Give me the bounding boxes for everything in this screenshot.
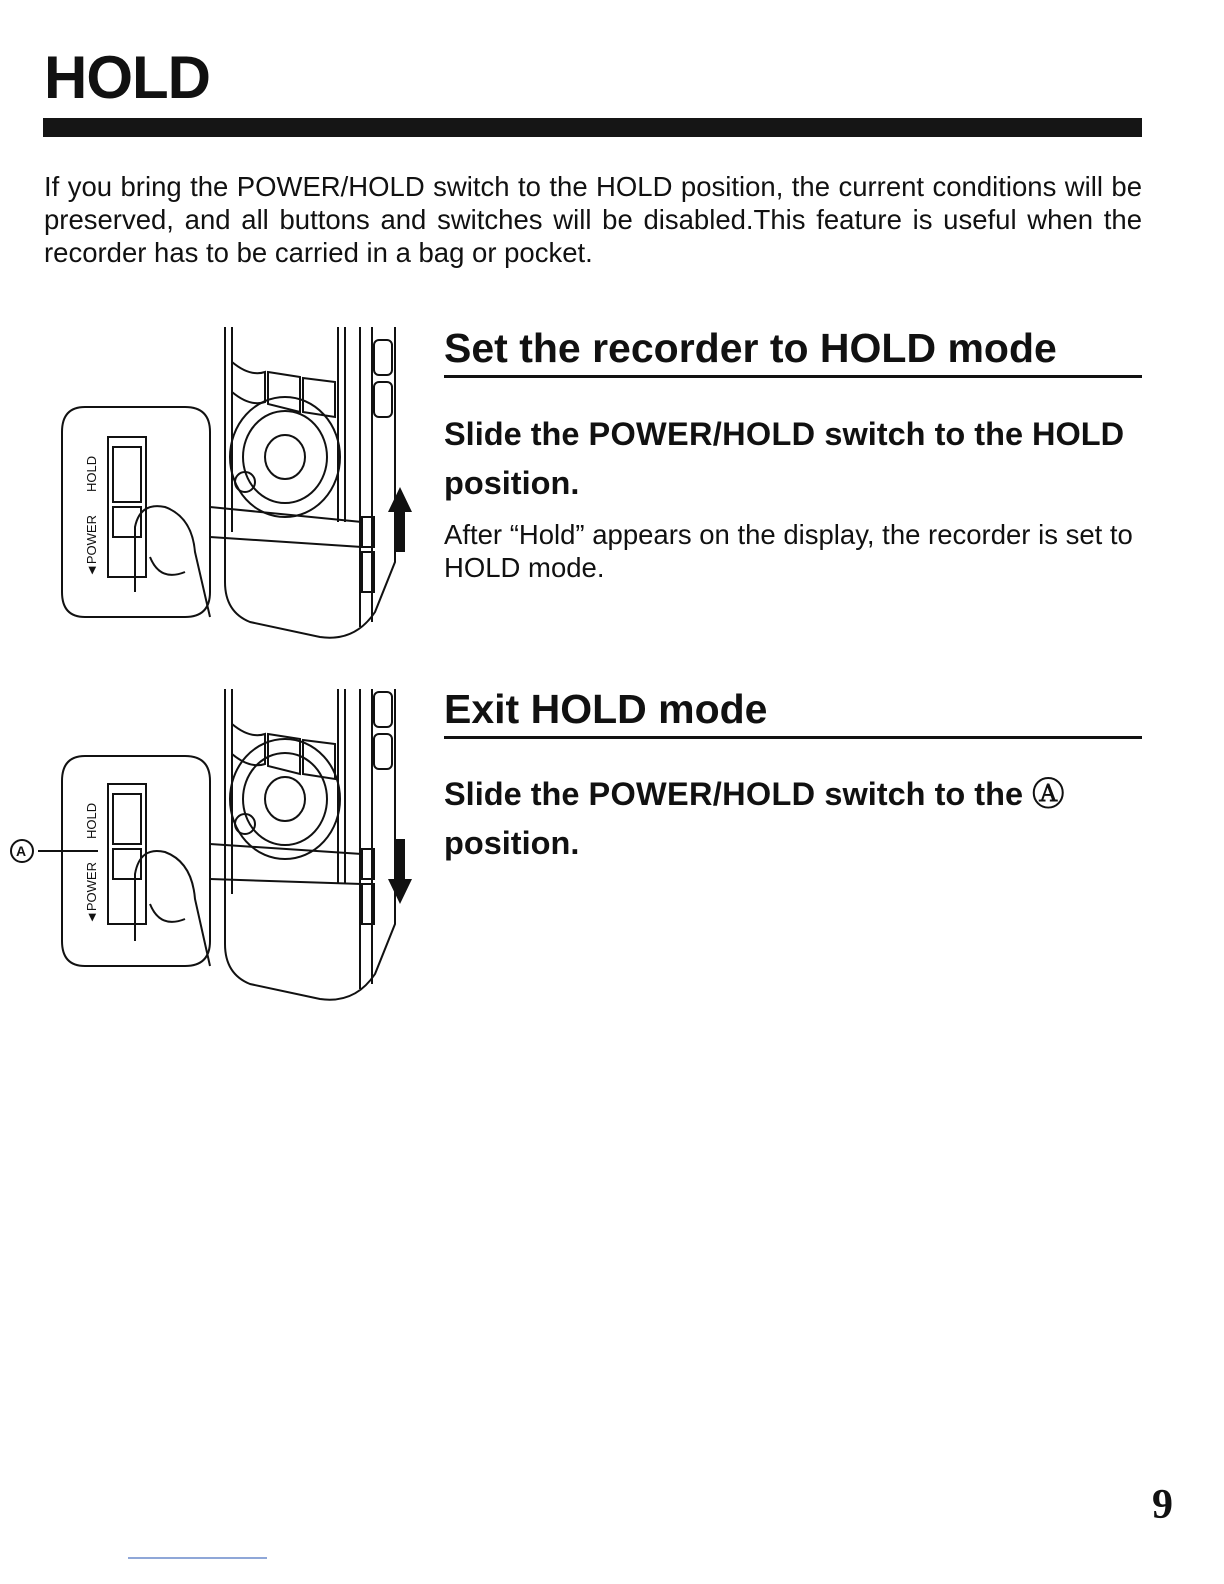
- section-heading-set-hold: Set the recorder to HOLD mode: [444, 328, 1142, 378]
- exit-hold-figure: [0, 684, 420, 1014]
- title-rule: [43, 118, 1142, 137]
- note-set-hold: After “Hold” appears on the display, the recorder is set to HOLD mode.: [444, 519, 1133, 583]
- down-arrow-icon: [388, 839, 412, 904]
- page-number: 9: [1152, 1482, 1173, 1528]
- step-text: switch to the HOLD position.: [444, 416, 1125, 501]
- intro-paragraph: If you bring the POWER/HOLD switch to the HOLD position, the current conditions will be preserved, and all buttons and switches will be disabled.This feature is useful when the recorder has to be carried in a bag or pocket.: [44, 171, 1142, 268]
- switch-label-hold: HOLD: [84, 455, 99, 492]
- callout-a-label: A: [16, 843, 27, 859]
- page-title: HOLD: [44, 44, 210, 111]
- switch-label-power: ◄POWER: [84, 862, 99, 924]
- hold-switch-figure: [0, 322, 420, 652]
- switch-label-hold: HOLD: [84, 802, 99, 839]
- footer-rule: [128, 1557, 267, 1559]
- step-text: switch to the Ⓐ position.: [444, 776, 1065, 861]
- recorder-body: [225, 689, 395, 1000]
- step-text: Slide the: [444, 416, 589, 452]
- step-keyword: POWER/HOLD: [588, 776, 816, 812]
- switch-label-power: ◄POWER: [84, 515, 99, 577]
- step-text: Slide the: [444, 776, 589, 812]
- step-keyword: POWER/HOLD: [588, 416, 816, 452]
- step-exit-hold: [444, 770, 1134, 868]
- step-set-hold: [444, 410, 1134, 508]
- up-arrow-icon: [388, 487, 412, 552]
- section-heading-exit-hold: Exit HOLD mode: [444, 689, 1142, 739]
